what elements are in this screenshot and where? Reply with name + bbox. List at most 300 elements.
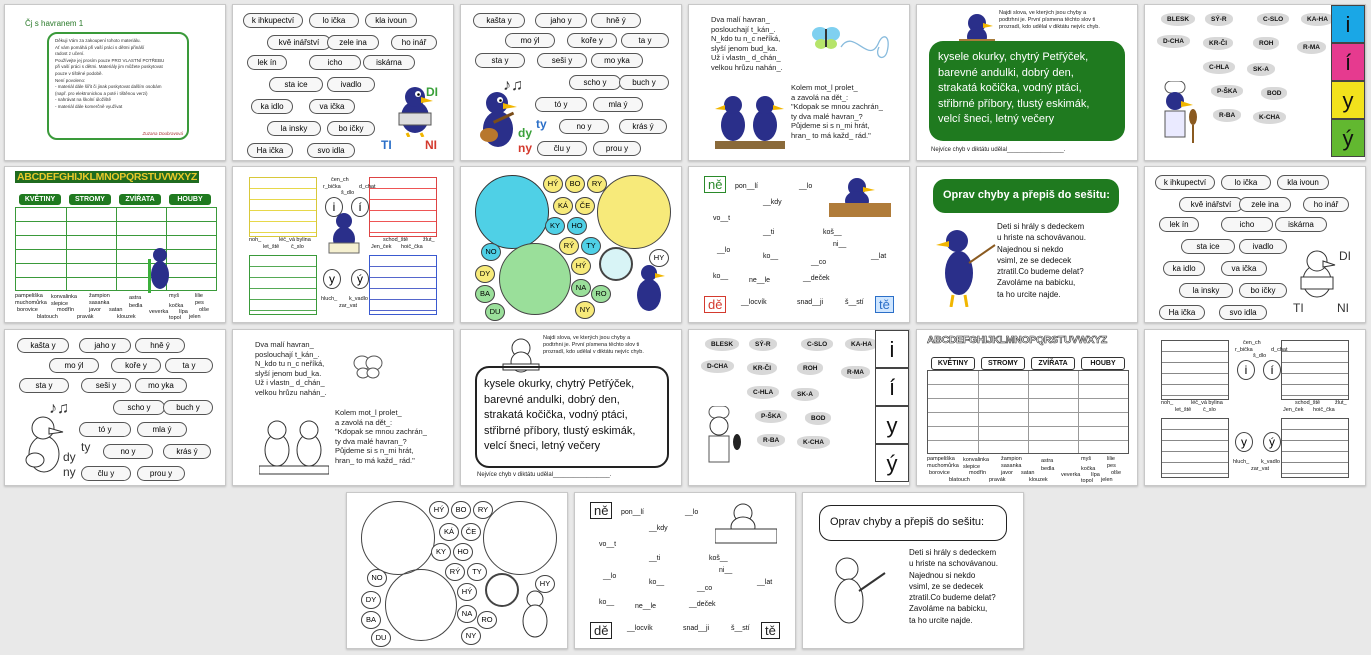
word-item: schod_ště [1295, 400, 1321, 406]
slide-thumbnail-18[interactable] [1144, 329, 1366, 486]
word-pill: k ihkupectví [243, 13, 303, 28]
slide-thumbnail-13[interactable] [4, 329, 226, 486]
badge-ne: ně [704, 176, 726, 193]
word-item: léč_vá bylina [279, 237, 311, 243]
label-ty: ty [536, 117, 547, 131]
badge-ne-bw: ně [590, 502, 612, 519]
text-line: u hriste na schovávanou. [997, 233, 1086, 243]
blank-word: snad__ji [797, 299, 824, 306]
word-pill: lo ička [1221, 175, 1271, 190]
syllable: HY [649, 249, 669, 267]
blank-word: ko__ [599, 599, 615, 606]
slide-1-notice-box [47, 32, 189, 140]
text-line: u hriste na schovávanou. [909, 559, 998, 569]
bat-word: SK-A [791, 388, 819, 401]
table-header: ZVÍŘATA [119, 194, 161, 205]
word-pill: la insky [267, 121, 321, 136]
word-pill: ka idlo [1163, 261, 1205, 276]
label-ty-bw: ty [81, 440, 91, 454]
slide-thumbnail-14[interactable] [232, 329, 454, 486]
word-item: schod_ště [383, 237, 409, 243]
letter-cell: ý [1331, 119, 1365, 157]
text-line: N_kdo tu n_c neříká, [255, 359, 325, 368]
text-line: Dva malí havran_ [711, 15, 770, 24]
slide-thumbnail-17[interactable] [916, 329, 1138, 486]
word-pill: kašta y [473, 13, 525, 28]
text-line: Děkuji Vám za zakoupení tohoto materiálu. [55, 38, 141, 43]
text-line: Najednou si nekdo [997, 244, 1064, 254]
word-pill: svo idla [1219, 305, 1267, 320]
word-item: žlut_ [1335, 400, 1347, 406]
word-bank-item: pampeliška [927, 456, 955, 462]
slide-thumbnail-19[interactable] [346, 492, 568, 649]
word-bank-item: lípa [1091, 472, 1100, 478]
teacher-crow-illustration-bw [823, 551, 887, 640]
bat-word: C-SLO [801, 338, 833, 351]
word-bank-item: pes [1107, 463, 1116, 469]
word-pill: kla ivoun [365, 13, 417, 28]
text-line: Ať vám pomáhá při vaší práci s dětmi přináší [55, 44, 145, 50]
bat-word: D-CHA [1157, 35, 1190, 48]
slide-thumbnail-11[interactable] [916, 166, 1138, 323]
center-letter: y [1235, 432, 1253, 452]
slide-thumbnail-20[interactable] [574, 492, 796, 649]
slide-thumbnail-8[interactable] [232, 166, 454, 323]
syllable: RO [477, 611, 497, 629]
word-bank-item: veverka [1061, 472, 1081, 478]
slide-17-alphabet-header: ABCDEFGHIJKLMNOPQRSTUVWXYZ [927, 334, 1108, 346]
blank-word: __lo [717, 247, 731, 254]
word-pill: icho [309, 55, 361, 70]
center-letter: í [1263, 360, 1281, 380]
word-item: Jen_ček [1283, 407, 1304, 413]
slide-9-magnifier-circle [599, 247, 633, 281]
text-line: - materiál dále šířit či jinak poskytovat dalším osobám [55, 84, 162, 90]
word-pill: ivadlo [1239, 239, 1287, 254]
word-bank-item: klouzek [117, 314, 136, 320]
text-line: Dva malí havran_ [255, 340, 314, 349]
text-line: Deti si hrály s dedeckem [997, 222, 1085, 231]
text-line: poslouchají t_kán_. [711, 24, 776, 34]
label-ti: TI [381, 138, 392, 152]
blank-word: __lat [757, 579, 773, 586]
center-letter: ý [1263, 432, 1281, 452]
slide-thumbnail-15[interactable] [460, 329, 682, 486]
word-pill: icho [1221, 217, 1273, 232]
word-pill: ta y [621, 33, 669, 48]
text-line: Najdi slova, ve kterých jsou chyby a [543, 335, 631, 341]
text-line: Není povoleno: [55, 77, 86, 83]
word-pill: ho inář [391, 35, 437, 50]
bat-word: KR-ČI [747, 362, 777, 375]
blank-word: __kdy [763, 199, 782, 206]
blank-word: ni__ [719, 567, 733, 574]
text-line: Zavoláme na babicku, [997, 278, 1076, 288]
word-pill: la insky [1179, 283, 1233, 298]
crow-reading-illustration-bw [1295, 247, 1339, 306]
table-header: STROMY [981, 357, 1025, 370]
word-pill: zele ina [1239, 197, 1291, 212]
blank-word: __lo [603, 573, 617, 580]
slide-11-title: Oprav chyby a přepiš do sešitu: [943, 189, 1110, 201]
badge-te-bw: tě [761, 622, 780, 639]
word-pill: iskárna [363, 55, 415, 70]
crow-with-magnifier-illustration [631, 263, 667, 320]
word-bank-item: bedla [129, 303, 143, 309]
word-bank-item: bedla [1041, 466, 1055, 472]
word-bank-item: olše [1111, 470, 1122, 476]
word-item: let_ště [263, 244, 280, 250]
word-pill: člu y [81, 466, 131, 481]
text-line: podtrhni je. První písmena těchto slov ti [543, 342, 640, 348]
bat-word: ROH [1253, 37, 1279, 50]
letter-cell: í [1331, 43, 1365, 81]
word-item: hoič_čka [401, 244, 423, 250]
crow-guitar-illustration-bw [19, 410, 69, 483]
word-item: č_slo [291, 244, 304, 250]
word-bank-item: pampeliška [15, 293, 43, 299]
word-item: zar_vat [339, 303, 358, 309]
slide-thumbnail-10[interactable] [688, 166, 910, 323]
teacher-crow-illustration [933, 223, 997, 312]
syllable: NY [461, 627, 481, 645]
slide-17-table-grid [927, 370, 1129, 454]
word-pill: prou y [137, 466, 185, 481]
text-line: Používejte jej prosím pouze PRO VLASTNÍ POTŘEBU [55, 57, 165, 63]
slide-8-box-y [249, 255, 317, 315]
slide-thumbnail-9[interactable] [460, 166, 682, 323]
word-item: čen_ch [1243, 340, 1261, 346]
word-pill: kvě inářství [267, 35, 331, 50]
word-pill: hně ý [591, 13, 641, 28]
blank-word: š__stí [731, 625, 750, 632]
bat-word: D-CHA [701, 360, 734, 373]
badge-de: dě [704, 296, 726, 313]
slide-5-text-box [929, 41, 1125, 141]
word-pill: no y [103, 444, 153, 459]
label-di-bw: DI [1339, 249, 1351, 263]
syllable: DU [371, 629, 391, 647]
word-pill: Ha ička [1159, 305, 1205, 320]
slide-19-circle-1 [361, 501, 435, 575]
blank-word: ko__ [763, 253, 779, 260]
blank-word: __deček [803, 275, 830, 282]
word-pill: buch y [619, 75, 669, 90]
slide-thumbnail-21[interactable] [802, 492, 1024, 649]
text-line: prozradí, kdo udělal v diktátu nejvíc chyb. [543, 349, 644, 355]
syllable: BA [475, 285, 495, 303]
text-line: Najdi slova, ve kterých jsou chyby a [999, 10, 1087, 16]
blank-word: ne__le [635, 603, 657, 610]
text-line: ztratil.Co budeme delat? [997, 267, 1084, 277]
slide-thumbnail-5[interactable] [916, 4, 1138, 161]
slide-9-circle-green [499, 243, 571, 315]
letter-cell: i [875, 330, 909, 368]
bat-word: P-ŠKA [1211, 85, 1243, 98]
slide-7-alphabet-header: ABCDEFGHIJKLMNOPQRSTUVWXYZ [17, 171, 198, 183]
text-line: velkou hrůzu nahán_. [255, 387, 327, 397]
word-bank-item: sasanka [89, 300, 110, 306]
word-bank-item: astra [129, 295, 142, 301]
text-line: ta ho urcite najde. [909, 615, 973, 625]
blank-word: __ti [763, 229, 775, 236]
text-line: a zavolá na dět_: [335, 417, 393, 427]
slide-5-text-lines [938, 50, 1089, 128]
slide-18-box-i-long [1281, 340, 1349, 400]
word-bank-item: lilie [1107, 456, 1115, 462]
label-dy: dy [518, 126, 533, 140]
syllable: KÁ [553, 197, 573, 215]
word-item: r_bička [323, 184, 341, 190]
blank-word: koš__ [709, 555, 728, 562]
word-item: r_bička [1235, 347, 1253, 353]
bat-word: SÝ-R [1205, 13, 1233, 26]
bat-word: R-MA [841, 366, 870, 379]
word-pill: mo yka [135, 378, 187, 393]
blank-word: vo__t [599, 541, 617, 548]
text-line: radost z učení. [55, 51, 85, 57]
text-line: Najednou si nekdo [909, 570, 976, 580]
syllable: HO [453, 543, 473, 561]
word-pill: bo ičky [327, 121, 375, 136]
word-item: zar_vat [1251, 466, 1270, 472]
word-pill: svo idla [307, 143, 355, 158]
word-bank-item: myš [169, 293, 180, 299]
text-line: ztratil.Co budeme delat? [909, 593, 996, 603]
text-line: strakatá kočička, vodný ptáci, [484, 409, 628, 421]
slide-21-title: Oprav chyby a přepiš do sešitu: [830, 516, 985, 528]
syllable: RO [591, 285, 611, 303]
blank-word: __lat [871, 253, 887, 260]
bat-word: C-HLA [747, 386, 779, 399]
table-header: KVĚTINY [19, 194, 61, 205]
blank-word: __lo [799, 183, 813, 190]
word-bank-item: konvalinka [963, 457, 989, 463]
blank-word: ne__le [749, 277, 771, 284]
word-bank-item: astra [1041, 458, 1054, 464]
blank-word: __deček [689, 601, 716, 608]
word-pill: scho y [569, 75, 621, 90]
table-header: STROMY [69, 194, 111, 205]
syllable: HÝ [457, 583, 477, 601]
word-pill: seši y [537, 53, 587, 68]
slide-19-circle-3 [385, 569, 457, 641]
text-line: kysele okurky, chytrý Petřýček, [484, 378, 635, 390]
syllable: NA [571, 279, 591, 297]
word-item: čen_ch [331, 177, 349, 183]
word-pill: mo ýl [505, 33, 555, 48]
syllable: BA [361, 611, 381, 629]
word-bank-item: klouzek [1029, 477, 1048, 483]
label-ni-bw: NI [1337, 301, 1349, 315]
word-bank-item: konvalinka [51, 294, 77, 300]
syllable: NY [575, 301, 595, 319]
text-line: poslouchají t_kán_. [255, 349, 320, 359]
word-bank-item: slepice [51, 301, 69, 307]
flight-path-icon [839, 27, 893, 72]
slide-15-text-box [475, 366, 669, 468]
word-pill: va ička [1221, 261, 1267, 276]
syllable: KY [545, 217, 565, 235]
butterfly-icon-bw [353, 354, 383, 385]
syllable: ČE [461, 523, 481, 541]
syllable: HÝ [543, 175, 563, 193]
text-line: barevné andulki, dobrý den, [938, 66, 1074, 79]
word-pill: iskárna [1275, 217, 1327, 232]
letter-cell: y [1331, 81, 1365, 119]
letter-cell: í [875, 368, 909, 406]
text-line: hran_ to má každ_ rád." [335, 455, 415, 465]
slide-14-poem-part-2 [335, 408, 427, 465]
word-pill: mo ýl [49, 358, 99, 373]
word-bank-item: topol [1081, 478, 1093, 484]
word-pill: tó y [79, 422, 131, 437]
text-line: velcí šneci, letný večery [938, 113, 1055, 125]
syllable: HO [567, 217, 587, 235]
word-bank-item: myš [1081, 456, 1092, 462]
bat-word: C-HLA [1203, 61, 1235, 74]
text-line: ta ho urcite najde. [997, 289, 1061, 299]
text-line: podtrhni je. První písmena těchto slov ti [999, 17, 1096, 23]
bat-word: C-SLO [1257, 13, 1289, 26]
syllable: KY [431, 543, 451, 561]
blank-word: __kdy [649, 525, 668, 532]
slide-4-poem-part-2 [791, 83, 883, 140]
table-header: HOUBY [169, 194, 211, 205]
badge-de-bw: dě [590, 622, 612, 639]
slide-18-box-y [1161, 418, 1229, 478]
slide-thumbnail-6[interactable] [1144, 4, 1366, 161]
text-line: - materiál dále komerčně využívat [55, 103, 123, 109]
blank-word: ni__ [833, 241, 847, 248]
word-bank-item: olše [199, 307, 210, 313]
word-pill: koře y [111, 358, 161, 373]
word-pill: buch y [163, 400, 213, 415]
label-ny: ny [518, 141, 533, 155]
bat-word: SÝ-R [749, 338, 777, 351]
syllable: DU [485, 303, 505, 321]
word-item: žlut_ [423, 237, 435, 243]
bat-word: KA-HA [1301, 13, 1334, 26]
word-bank-item: topol [169, 315, 181, 321]
bat-word: R-BA [757, 434, 785, 447]
slide-1-notice-lines [55, 38, 164, 111]
text-line: střibrné příbory, tlustý eskimák, [484, 424, 636, 437]
syllable: DY [361, 591, 381, 609]
bat-word: K-CHA [1253, 111, 1286, 124]
blank-word: pon__lí [621, 509, 644, 516]
syllable: RY [587, 175, 607, 193]
word-item: č_slo [1203, 407, 1216, 413]
word-pill: lo ička [309, 13, 359, 28]
syllable: KÁ [439, 523, 459, 541]
bat-word: ROH [797, 362, 823, 375]
label-ti-bw: TI [1293, 301, 1304, 315]
text-line: Už i vlastn_ d_chán_ [255, 378, 325, 387]
label-di: DI [426, 85, 438, 99]
word-pill: krás ý [619, 119, 667, 134]
word-pill: no y [559, 119, 609, 134]
word-pill: kvě inářství [1179, 197, 1243, 212]
syllable: NA [457, 605, 477, 623]
word-pill: lek ín [1159, 217, 1199, 232]
chef-crow-illustration-bw [699, 406, 743, 477]
word-item: š_dlo [341, 190, 355, 196]
center-letter: i [325, 197, 343, 217]
center-letter: ý [351, 269, 369, 289]
word-bank-item: satan [109, 307, 123, 313]
word-item: š_dlo [1253, 353, 1267, 359]
word-bank-item: pravák [77, 314, 94, 320]
text-line: strakatá kočička, vodný ptáci, [938, 82, 1082, 94]
word-item: hluch_ [321, 296, 338, 302]
syllable: DY [475, 265, 495, 283]
crow-guitar-illustration [473, 85, 523, 153]
word-pill: mla ý [137, 422, 187, 437]
crow-with-magnifier-illustration-bw [517, 589, 553, 646]
word-bank-item: javor [89, 307, 101, 313]
bat-word: BLESK [1161, 13, 1195, 26]
slide-thumbnail-12[interactable] [1144, 166, 1366, 323]
bat-word: SK-A [1247, 63, 1275, 76]
word-bank-item: muchomůrka [15, 300, 47, 306]
word-pill: prou y [593, 141, 641, 156]
word-bank-item: blatouch [37, 314, 58, 320]
word-pill: ka idlo [251, 99, 293, 114]
word-bank-item: jelen [1101, 477, 1113, 483]
text-line: Kolem mot_l prolet_ [335, 408, 402, 417]
slide-thumbnail-2[interactable] [232, 4, 454, 161]
slide-5-instruction [999, 10, 1100, 31]
music-notes-icon: ♪♫ [503, 77, 523, 94]
text-line: (např. pro elektronickou a poté i tištěnou verzi) [55, 90, 148, 96]
syllable: NO [367, 569, 387, 587]
word-pill: kašta y [17, 338, 69, 353]
syllable: RÝ [445, 563, 465, 581]
slide-15-instruction [543, 335, 644, 356]
word-bank-item: pes [195, 300, 204, 306]
word-item: k_vadlo [349, 296, 368, 302]
slide-thumbnail-1[interactable] [4, 4, 226, 161]
word-pill: mo yka [591, 53, 643, 68]
letter-cell: i [1331, 5, 1365, 43]
word-pill: ivadlo [327, 77, 375, 92]
blank-word: koš__ [823, 229, 842, 236]
word-pill: sta y [475, 53, 525, 68]
slide-11-text [997, 221, 1086, 300]
letter-cell: ý [875, 444, 909, 482]
slide-thumbnail-4[interactable] [688, 4, 910, 161]
slide-thumbnail-7[interactable] [4, 166, 226, 323]
chef-crow-illustration [1155, 81, 1199, 152]
blank-word: __ti [649, 555, 661, 562]
word-pill: ta y [165, 358, 213, 373]
text-line: vsiml, ze se dedecek [997, 255, 1072, 265]
word-bank-item: javor [1001, 470, 1013, 476]
slide-8-box-i [249, 177, 317, 237]
badge-te: tě [875, 296, 894, 313]
text-line: "Kdopak se mnou zachrán_ [335, 427, 427, 436]
bat-word: K-CHA [797, 436, 830, 449]
slide-8-box-i-long [369, 177, 437, 237]
word-bank-item: borovice [17, 307, 38, 313]
slide-11-title-box [933, 179, 1119, 213]
slide-4-poem-part-1 [711, 15, 783, 72]
slide-thumbnail-16[interactable] [688, 329, 910, 486]
text-line: Půjdeme si s n_mi hrát, [335, 446, 414, 455]
slide-thumbnail-3[interactable] [460, 4, 682, 161]
word-bank-item: lípa [179, 309, 188, 315]
